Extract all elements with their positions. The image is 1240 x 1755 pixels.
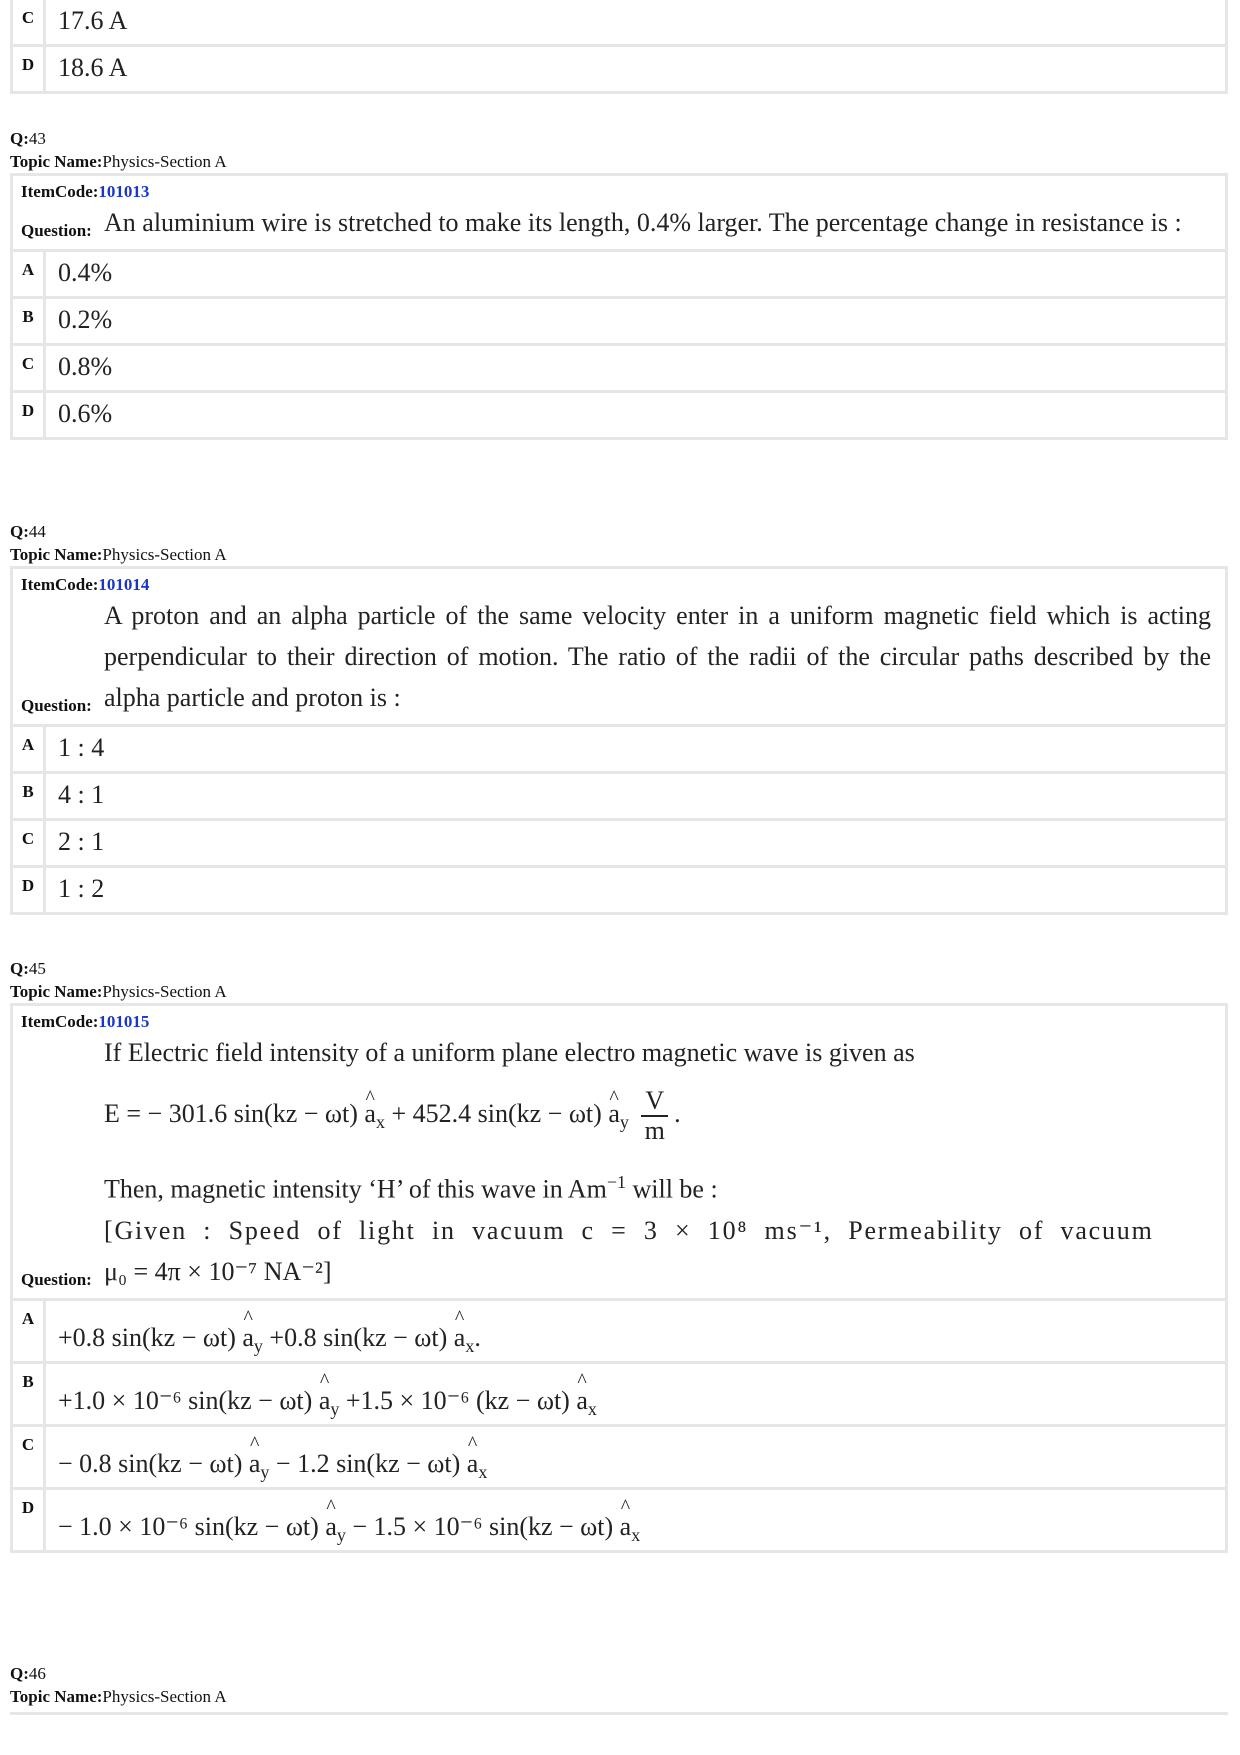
option-row[interactable] [13,865,1225,912]
given-line: [Given : Speed of light in vacuum c = 3 × 10⁸ ms⁻¹, Permeability of vacuum [104,1215,1154,1245]
option-letter: B [13,774,46,818]
option-letter: C [13,821,46,865]
unit-vector-ay: ^ a [608,1088,620,1140]
option-row[interactable] [13,1487,1225,1550]
question-line: If Electric field intensity of a uniform plane electro magnetic wave is given as [104,1038,915,1067]
unit-vector-ax: ^ a [467,1449,479,1479]
option-text: − 1.0 × 10⁻⁶ sin(kz − ωt) ^ $a_y - 1.5 \times 10^{-6}$ sin(kz − ωt) ^ $a_x$ [46,1490,1225,1550]
option-text: 1 : 2 [58,874,105,903]
question-text [104,1032,1217,1292]
topic-name: Topic Name:Physics-Section A [10,152,227,171]
option-letter: D [13,868,46,912]
given-line: μ₀ = 4π × 10⁻⁷ NA⁻²] [104,1256,332,1286]
question-number: Q:43 [10,129,46,148]
question-44 [10,520,1228,915]
option-text: +1.0 × 10⁻⁶ sin(kz − ωt) ^ $a_y +1.5 \times 10^{-6}$ (kz − ωt) ^ $a_x$ [46,1364,1225,1424]
option-letter: D [13,47,46,91]
question-label: Question: [21,696,92,715]
option-row[interactable] [13,343,1225,390]
option-letter: D [13,1490,46,1550]
item-code: ItemCode:101014 [21,575,150,594]
option-row[interactable] [13,1298,1225,1361]
unit-vector-ay: ^ a [249,1449,261,1479]
topic-name: Topic Name:Physics-Section A [10,982,227,1001]
option-text: − 0.8 sin(kz − ωt) ^ $a_y - 1.2$ sin(kz − ωt) ^ $a_x$ [46,1427,1225,1487]
option-letter: D [13,393,46,437]
option-text: 0.8% [58,352,113,381]
question-43 [10,127,1228,440]
option-row[interactable] [13,1361,1225,1424]
option-text: 2 : 1 [58,827,105,856]
unit-vector-ay: ^ a [242,1323,254,1353]
option-row[interactable] [13,724,1225,771]
question-label: Question: [21,1269,92,1289]
option-text: 0.2% [58,305,113,334]
unit-vector-ay: ^ a [325,1512,337,1542]
option-row[interactable] [13,818,1225,865]
unit-fraction: $\frac{V}{m}$ [641,1087,668,1145]
equation: E = − 301.6 sin(kz − ωt) ^ $a_x + 452.4$ sin(kz − ωt) ^ $a_y$ $\frac{V}{m}$ . [104,1087,1211,1148]
question-number: Q:45 [10,959,46,978]
option-text: 0.6% [58,399,113,428]
option-row[interactable] [13,249,1225,296]
prev-question-options [10,0,1228,94]
question-45 [10,957,1228,1553]
option-row[interactable] [13,0,1225,44]
question-text: A proton and an alpha particle of the same velocity enter in a uniform magnetic field which is acting perpendicular to their direction of motion. The ratio of the radii of the circular paths described by the alpha particle and proton is : [104,601,1211,712]
option-text: 0.4% [58,258,113,287]
option-letter: A [13,727,46,771]
topic-name: Topic Name:Physics-Section A [10,1687,227,1706]
card-top-border [10,1712,1228,1715]
option-row[interactable] [13,44,1225,91]
question-46 [10,1662,1228,1715]
option-row[interactable] [13,771,1225,818]
option-letter: B [13,299,46,343]
option-text: 1 : 4 [58,733,105,762]
item-code: ItemCode:101013 [21,182,150,201]
option-row[interactable] [13,296,1225,343]
unit-vector-ay: ^ a [319,1386,331,1416]
option-letter: C [13,0,46,44]
question-text: An aluminium wire is stretched to make its length, 0.4% larger. The percentage change in resistance is : [104,208,1182,237]
question-label: Question: [21,221,92,240]
unit-vector-ax: ^ a [576,1386,588,1416]
option-text: 17.6 A [58,6,128,35]
option-letter: A [13,1301,46,1361]
option-letter: A [13,252,46,296]
option-letter: C [13,1427,46,1487]
option-text: 18.6 A [58,53,128,82]
option-letter: B [13,1364,46,1424]
option-row[interactable] [13,1424,1225,1487]
item-code: ItemCode:101015 [21,1012,150,1031]
question-number: Q:46 [10,1664,46,1683]
option-letter: C [13,346,46,390]
question-number: Q:44 [10,522,46,541]
option-row[interactable] [13,390,1225,437]
question-line: Then, magnetic intensity ‘H’ of this wave in $Am^{-1}$ will be : [104,1172,718,1204]
option-text: 4 : 1 [58,780,105,809]
topic-name: Topic Name:Physics-Section A [10,545,227,564]
unit-vector-ax: ^ a [454,1323,466,1353]
option-text: +0.8 sin(kz − ωt) ^ $a_y +0.8$ sin(kz − ωt) ^ $a_x$. [46,1301,1225,1361]
unit-vector-ax: ^ a [364,1088,376,1140]
unit-vector-ax: ^ a [620,1512,632,1542]
